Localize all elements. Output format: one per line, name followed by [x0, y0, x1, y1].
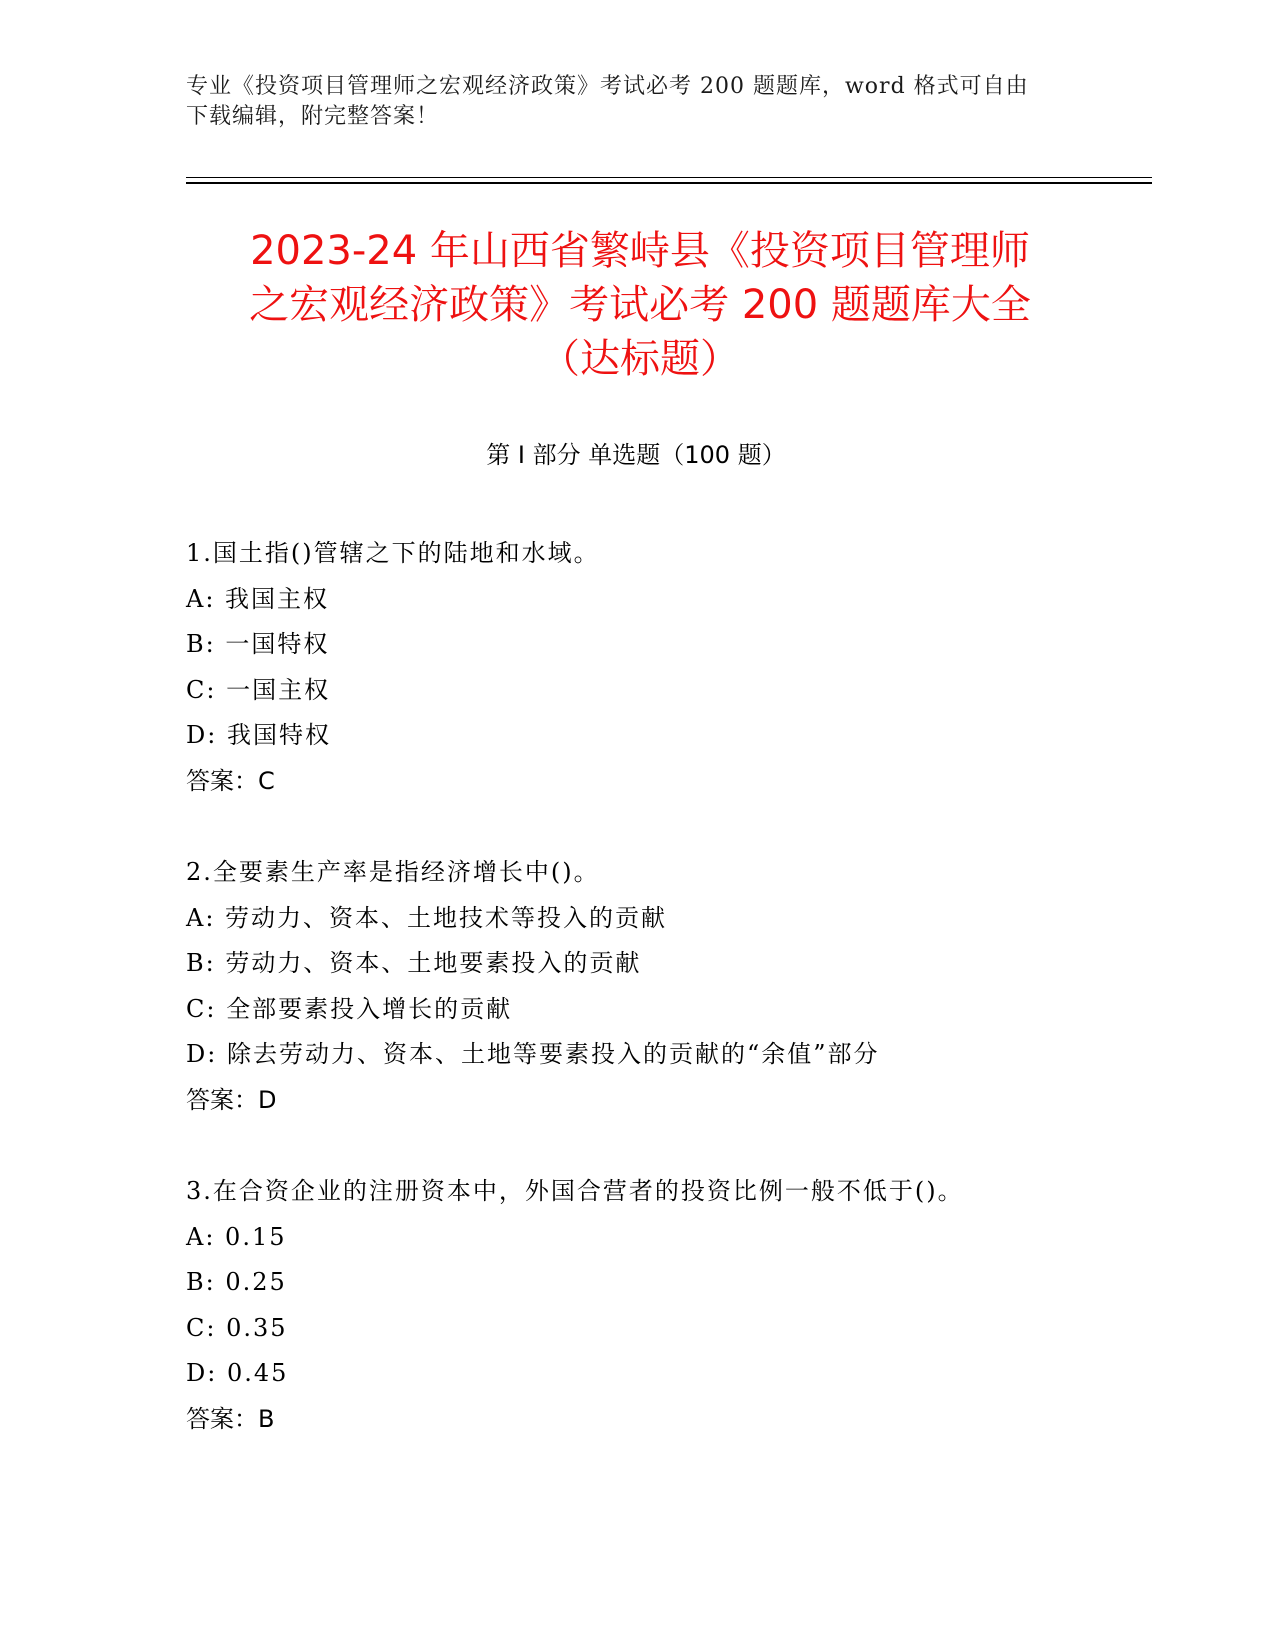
- answer-line: 答案：C: [186, 766, 275, 795]
- option-d: D: 0.45: [186, 1359, 289, 1387]
- option-b: B: 0.25: [186, 1268, 287, 1296]
- option-b: B: 一国特权: [186, 630, 330, 658]
- section-heading: 第 I 部分 单选题（100 题）: [486, 441, 786, 469]
- intro-line-1: 专业《投资项目管理师之宏观经济政策》考试必考 200 题题库，word 格式可自由: [186, 74, 1029, 99]
- question-stem: 1.国土指()管辖之下的陆地和水域。: [186, 539, 600, 567]
- intro-text: [186, 72, 1086, 132]
- option-c: C: 0.35: [186, 1313, 288, 1342]
- question-list: [186, 531, 1146, 1488]
- option-b: B: 劳动力、资本、土地要素投入的贡献: [186, 949, 642, 977]
- option-d: D: 我国特权: [186, 721, 331, 749]
- header-divider-thin: [186, 177, 1152, 178]
- option-c: C: 全部要素投入增长的贡献: [186, 994, 513, 1023]
- question-item: [186, 1169, 1146, 1442]
- option-a: A: 0.15: [186, 1222, 287, 1251]
- option-c: C: 一国主权: [186, 675, 331, 704]
- document-title: [160, 224, 1120, 386]
- question-item: [186, 850, 1146, 1123]
- option-a: A: 劳动力、资本、土地技术等投入的贡献: [186, 903, 668, 932]
- question-stem: 3.在合资企业的注册资本中，外国合营者的投资比例一般不低于()。: [186, 1177, 964, 1205]
- header-divider-thick: [186, 182, 1152, 184]
- answer-line: 答案：B: [186, 1404, 275, 1433]
- option-d: D: 除去劳动力、资本、土地等要素投入的贡献的“余值”部分: [186, 1040, 880, 1068]
- option-a: A: 我国主权: [186, 584, 330, 613]
- title-line-1: 2023-24 年山西省繁峙县《投资项目管理师: [250, 228, 1030, 274]
- intro-line-2: 下载编辑，附完整答案！: [186, 104, 440, 129]
- question-item: [186, 531, 1146, 804]
- title-line-3: （达标题）: [540, 336, 740, 382]
- title-line-2: 之宏观经济政策》考试必考 200 题题库大全: [249, 282, 1031, 328]
- answer-line: 答案：D: [186, 1085, 277, 1114]
- question-stem: 2.全要素生产率是指经济增长中()。: [186, 858, 600, 886]
